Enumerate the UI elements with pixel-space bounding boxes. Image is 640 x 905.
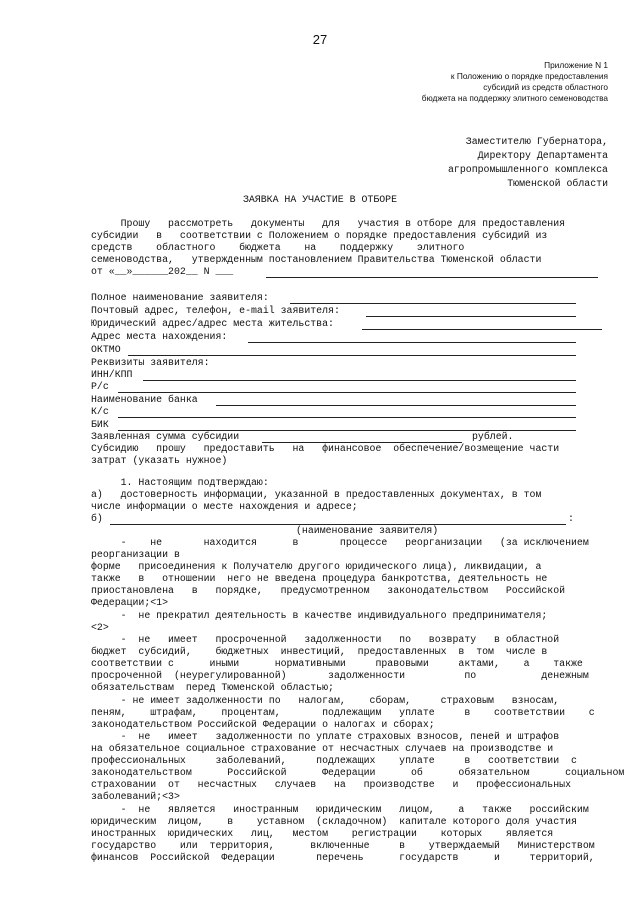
applicant-name-caption: (наименование заявителя) xyxy=(296,525,439,536)
body-line: также в отношении него не введена процедура банкротства, деятельность не xyxy=(91,573,548,584)
confirm-b-prefix: б) xyxy=(91,513,103,524)
account-label: Р/с xyxy=(91,381,109,392)
body-line: соответствии с иными нормативными правовыми актами, а также xyxy=(91,658,583,669)
intro-line: семеноводства, утвержденным постановлением Правительства Тюменской области xyxy=(91,254,542,265)
body-line: юридическим лицом, в уставном (складочном) капитале которого доля участия xyxy=(91,816,577,827)
legal-address-label: Юридический адрес/адрес места жительства: xyxy=(91,318,334,329)
form-title: ЗАЯВКА НА УЧАСТИЕ В ОТБОРЕ xyxy=(242,194,398,205)
body-line: законодательством Российской Федерации об обязательном социальном xyxy=(91,767,625,778)
oktmo-field[interactable] xyxy=(128,355,576,356)
full-name-label: Полное наименование заявителя: xyxy=(91,292,269,303)
body-line: - не находится в процессе реорганизации (за исключением xyxy=(91,537,589,548)
amount-label: Заявленная сумма субсидии xyxy=(91,431,240,442)
appendix-line: бюджета на поддержку элитного семеноводства xyxy=(421,93,608,103)
oktmo-label: ОКТМО xyxy=(91,344,121,355)
confirm-b-suffix: : xyxy=(568,513,574,524)
intro-line: от «__»______202__ N ___ xyxy=(91,266,234,277)
body-line: <2> xyxy=(91,622,109,633)
intro-line: средств областного бюджета на поддержку элитного xyxy=(91,242,465,253)
body-line: просроченной (неурегулированной) задолженности по денежным xyxy=(91,670,589,681)
body-line: законодательством Российской Федерации о налогах и сборах; xyxy=(91,719,435,730)
addressee-line: Тюменской области xyxy=(507,178,608,189)
confirm-heading: 1. Настоящим подтверждаю: xyxy=(91,477,269,488)
body-line: - не прекратил деятельность в качестве индивидуального предпринимателя; xyxy=(91,610,548,621)
body-line: - не имеет задолженности по уплате страховых взносов, пеней и штрафов xyxy=(91,731,560,742)
provide-line: затрат (указать нужное) xyxy=(91,455,228,466)
appendix-line: Приложение N 1 xyxy=(544,60,608,70)
decree-number-line[interactable] xyxy=(266,277,598,278)
requisites-label: Реквизиты заявителя: xyxy=(91,357,210,368)
body-line: Федерации;<1> xyxy=(91,597,169,608)
appendix-line: к Положению о порядке предоставления xyxy=(450,71,608,81)
addressee-line: Заместителю Губернатора, xyxy=(465,136,608,147)
body-line: обязательствам перед Тюменской областью; xyxy=(91,682,334,693)
body-line: страховании от несчастных случаев на производстве и профессиональных xyxy=(91,779,572,790)
body-line: - не имеет задолженности по налогам, сборам, страховым взносам, xyxy=(91,695,560,706)
intro-line: субсидии в соответствии с Положением о порядке предоставления субсидий из xyxy=(91,230,548,241)
postal-label: Почтовый адрес, телефон, e-mail заявителя: xyxy=(91,305,340,316)
location-field[interactable] xyxy=(248,342,576,343)
corr-label: К/с xyxy=(91,406,109,417)
body-line: иностранных юридических лиц, местом регистрации которых является xyxy=(91,828,554,839)
corr-field[interactable] xyxy=(118,417,576,418)
body-line: государство или территория, включенные в утверждаемый Министерством xyxy=(91,840,595,851)
addressee-line: Директору Департамента xyxy=(477,150,608,161)
bik-label: БИК xyxy=(91,419,109,430)
body-line: пеням, штрафам, процентам, подлежащим уплате в соответствии с xyxy=(91,707,595,718)
page-number: 27 xyxy=(312,32,328,47)
body-line: - не имеет просроченной задолженности по возврату в областной xyxy=(91,634,560,645)
body-line: заболеваний;<3> xyxy=(91,791,180,802)
location-label: Адрес места нахождения: xyxy=(91,331,228,342)
body-line: реорганизации в xyxy=(91,549,180,560)
addressee-line: агропромышленного комплекса xyxy=(447,164,608,175)
body-line: финансов Российской Федерации перечень государств и территорий, xyxy=(91,852,595,863)
appendix-line: субсидий из средств областного xyxy=(483,82,608,92)
full-name-field[interactable] xyxy=(290,303,576,304)
body-line: форме присоединения к Получателю другого юридического лица), ликвидации, а xyxy=(91,561,542,572)
body-line: профессиональных заболеваний, подлежащих уплате в соответствии с xyxy=(91,755,577,766)
account-field[interactable] xyxy=(118,392,576,393)
bank-label: Наименование банка xyxy=(91,394,198,405)
confirm-line: а) достоверность информации, указанной в предоставленных документах, в том xyxy=(91,489,542,500)
legal-address-field[interactable] xyxy=(362,329,602,330)
confirm-line: числе информации о месте нахождения и адресе; xyxy=(91,501,358,512)
inn-label: ИНН/КПП xyxy=(91,369,133,380)
body-line: приостановлена в порядке, предусмотренном законодательством Российской xyxy=(91,585,566,596)
body-line: - не является иностранным юридическим лицом, а также российским xyxy=(91,804,589,815)
intro-line: Прошу рассмотреть документы для участия в отборе для предоставления xyxy=(91,218,566,229)
body-line: бюджет субсидий, бюджетных инвестиций, предоставленных в том числе в xyxy=(91,646,548,657)
body-line: на обязательное социальное страхование от несчастных случаев на производстве и xyxy=(91,743,554,754)
postal-field[interactable] xyxy=(366,316,576,317)
amount-unit: рублей. xyxy=(472,431,514,442)
provide-line: Субсидию прошу предоставить на финансовое обеспечение/возмещение части xyxy=(91,443,560,454)
